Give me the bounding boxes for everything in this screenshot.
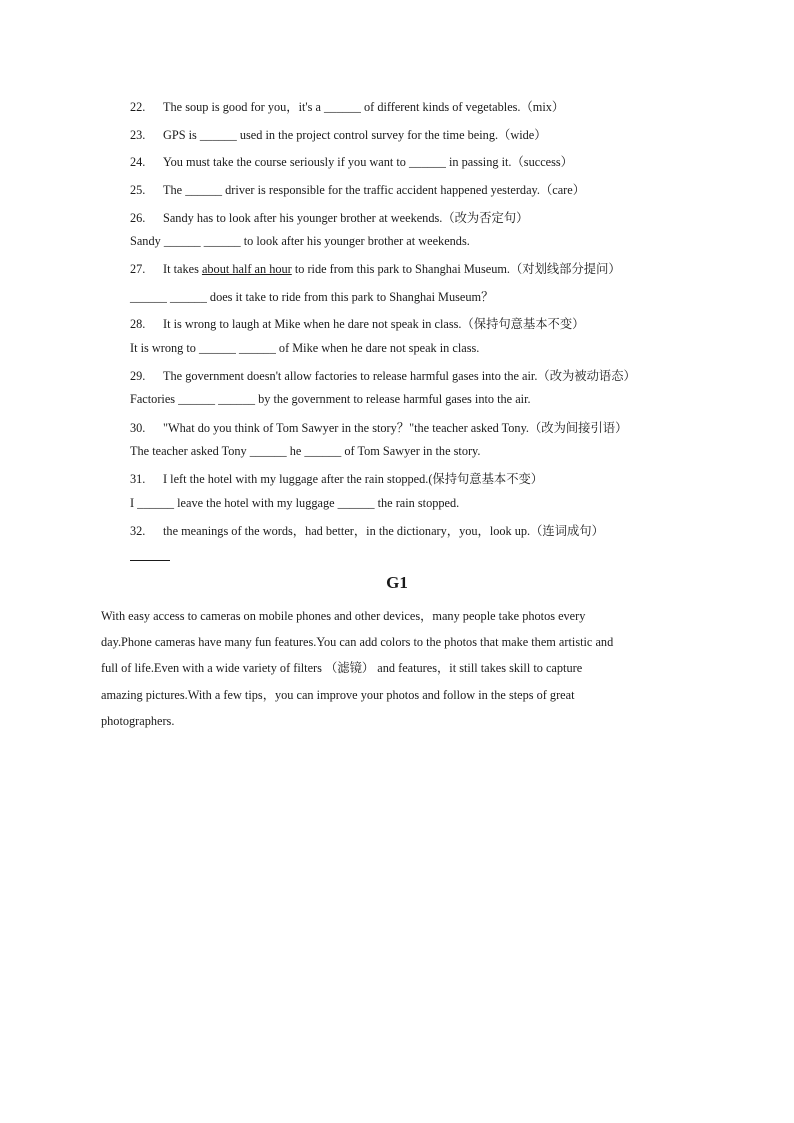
exercise-31-answer-line: I ______ leave the hotel with my luggage ______ the rain stopped. [130,496,460,510]
exercise-number: 24. [130,155,146,169]
exercise-text: It is wrong to laugh at Mike when he dare not speak in class.（保持句意基本不变） [163,317,585,331]
exercise-28 [130,314,584,332]
exercise-31 [130,469,543,487]
exercise-26-answer-line: Sandy ______ ______ to look after his younger brother at weekends. [130,234,470,248]
exercise-number: 31. [130,472,146,486]
exercise-number: 26. [130,211,146,225]
exercise-24 [130,152,573,170]
exercise-29 [130,366,636,384]
exercise-27-answer-line: ______ ______ does it take to ride from this park to Shanghai Museum？ [130,290,494,304]
exercise-29-answer-line: Factories ______ ______ by the government to release harmful gases into the air. [130,392,531,406]
exercise-number: 25. [130,183,146,197]
exercise-text: the meanings of the words，had better，in the dictionary，you，look up.（连词成句） [163,524,604,538]
answer-blank [130,550,170,561]
exercise-32-answer-line [130,550,170,565]
exercise-number: 32. [130,524,146,538]
exercise-number: 22. [130,100,146,114]
exercise-text: "What do you think of Tom Sawyer in the story？"the teacher asked Tony.（改为间接引语） [163,421,628,435]
exercise-number: 23. [130,128,146,142]
exercise-number: 27. [130,262,146,276]
exercise-number: 29. [130,369,146,383]
exercise-text: The government doesn't allow factories to release harmful gases into the air.（改为被动语态） [163,369,636,383]
reading-passage [101,603,701,734]
exercise-28-answer-line: It is wrong to ______ ______ of Mike when he dare not speak in class. [130,341,480,355]
exercise-text: GPS is ______ used in the project control survey for the time being.（wide） [163,128,547,142]
underlined-phrase: about half an hour [201,262,292,276]
exercise-text: I left the hotel with my luggage after the rain stopped.(保持句意基本不变） [163,472,544,486]
exercise-32 [130,521,604,539]
exercise-30-answer-line: The teacher asked Tony ______ he ______ of Tom Sawyer in the story. [130,444,481,458]
passage-line: day.Phone cameras have many fun features.You can add colors to the photos that make them artistic and [101,635,614,650]
exercise-text: Sandy has to look after his younger brother at weekends.（改为否定句） [163,211,529,225]
exercise-text: You must take the course seriously if you want to ______ in passing it.（success） [163,155,573,169]
exercise-30 [130,418,627,436]
exercise-22 [130,97,564,115]
exercise-23 [130,125,547,143]
exercise-27 [130,259,621,277]
passage-line: amazing pictures.With a few tips，you can improve your photos and follow in the steps of great [101,687,575,702]
exercise-26 [130,208,528,226]
passage-line: full of life.Even with a wide variety of filters （滤镜） and features，it still takes skill to capture [101,661,583,676]
passage-line: photographers. [101,713,175,728]
exercise-number: 30. [130,421,146,435]
exercise-number: 28. [130,317,146,331]
exercise-text: The ______ driver is responsible for the traffic accident happened yesterday.（care） [163,183,586,197]
exercise-text-pre: It takes [163,262,202,276]
exercise-text-post: to ride from this park to Shanghai Museum.（对划线部分提问） [291,262,621,276]
passage-line: With easy access to cameras on mobile phones and other devices，many people take photos every [101,609,586,623]
exercise-25 [130,180,585,198]
exercise-text: The soup is good for you，it's a ______ of different kinds of vegetables.（mix） [163,100,565,114]
section-title: G1 [386,573,408,592]
